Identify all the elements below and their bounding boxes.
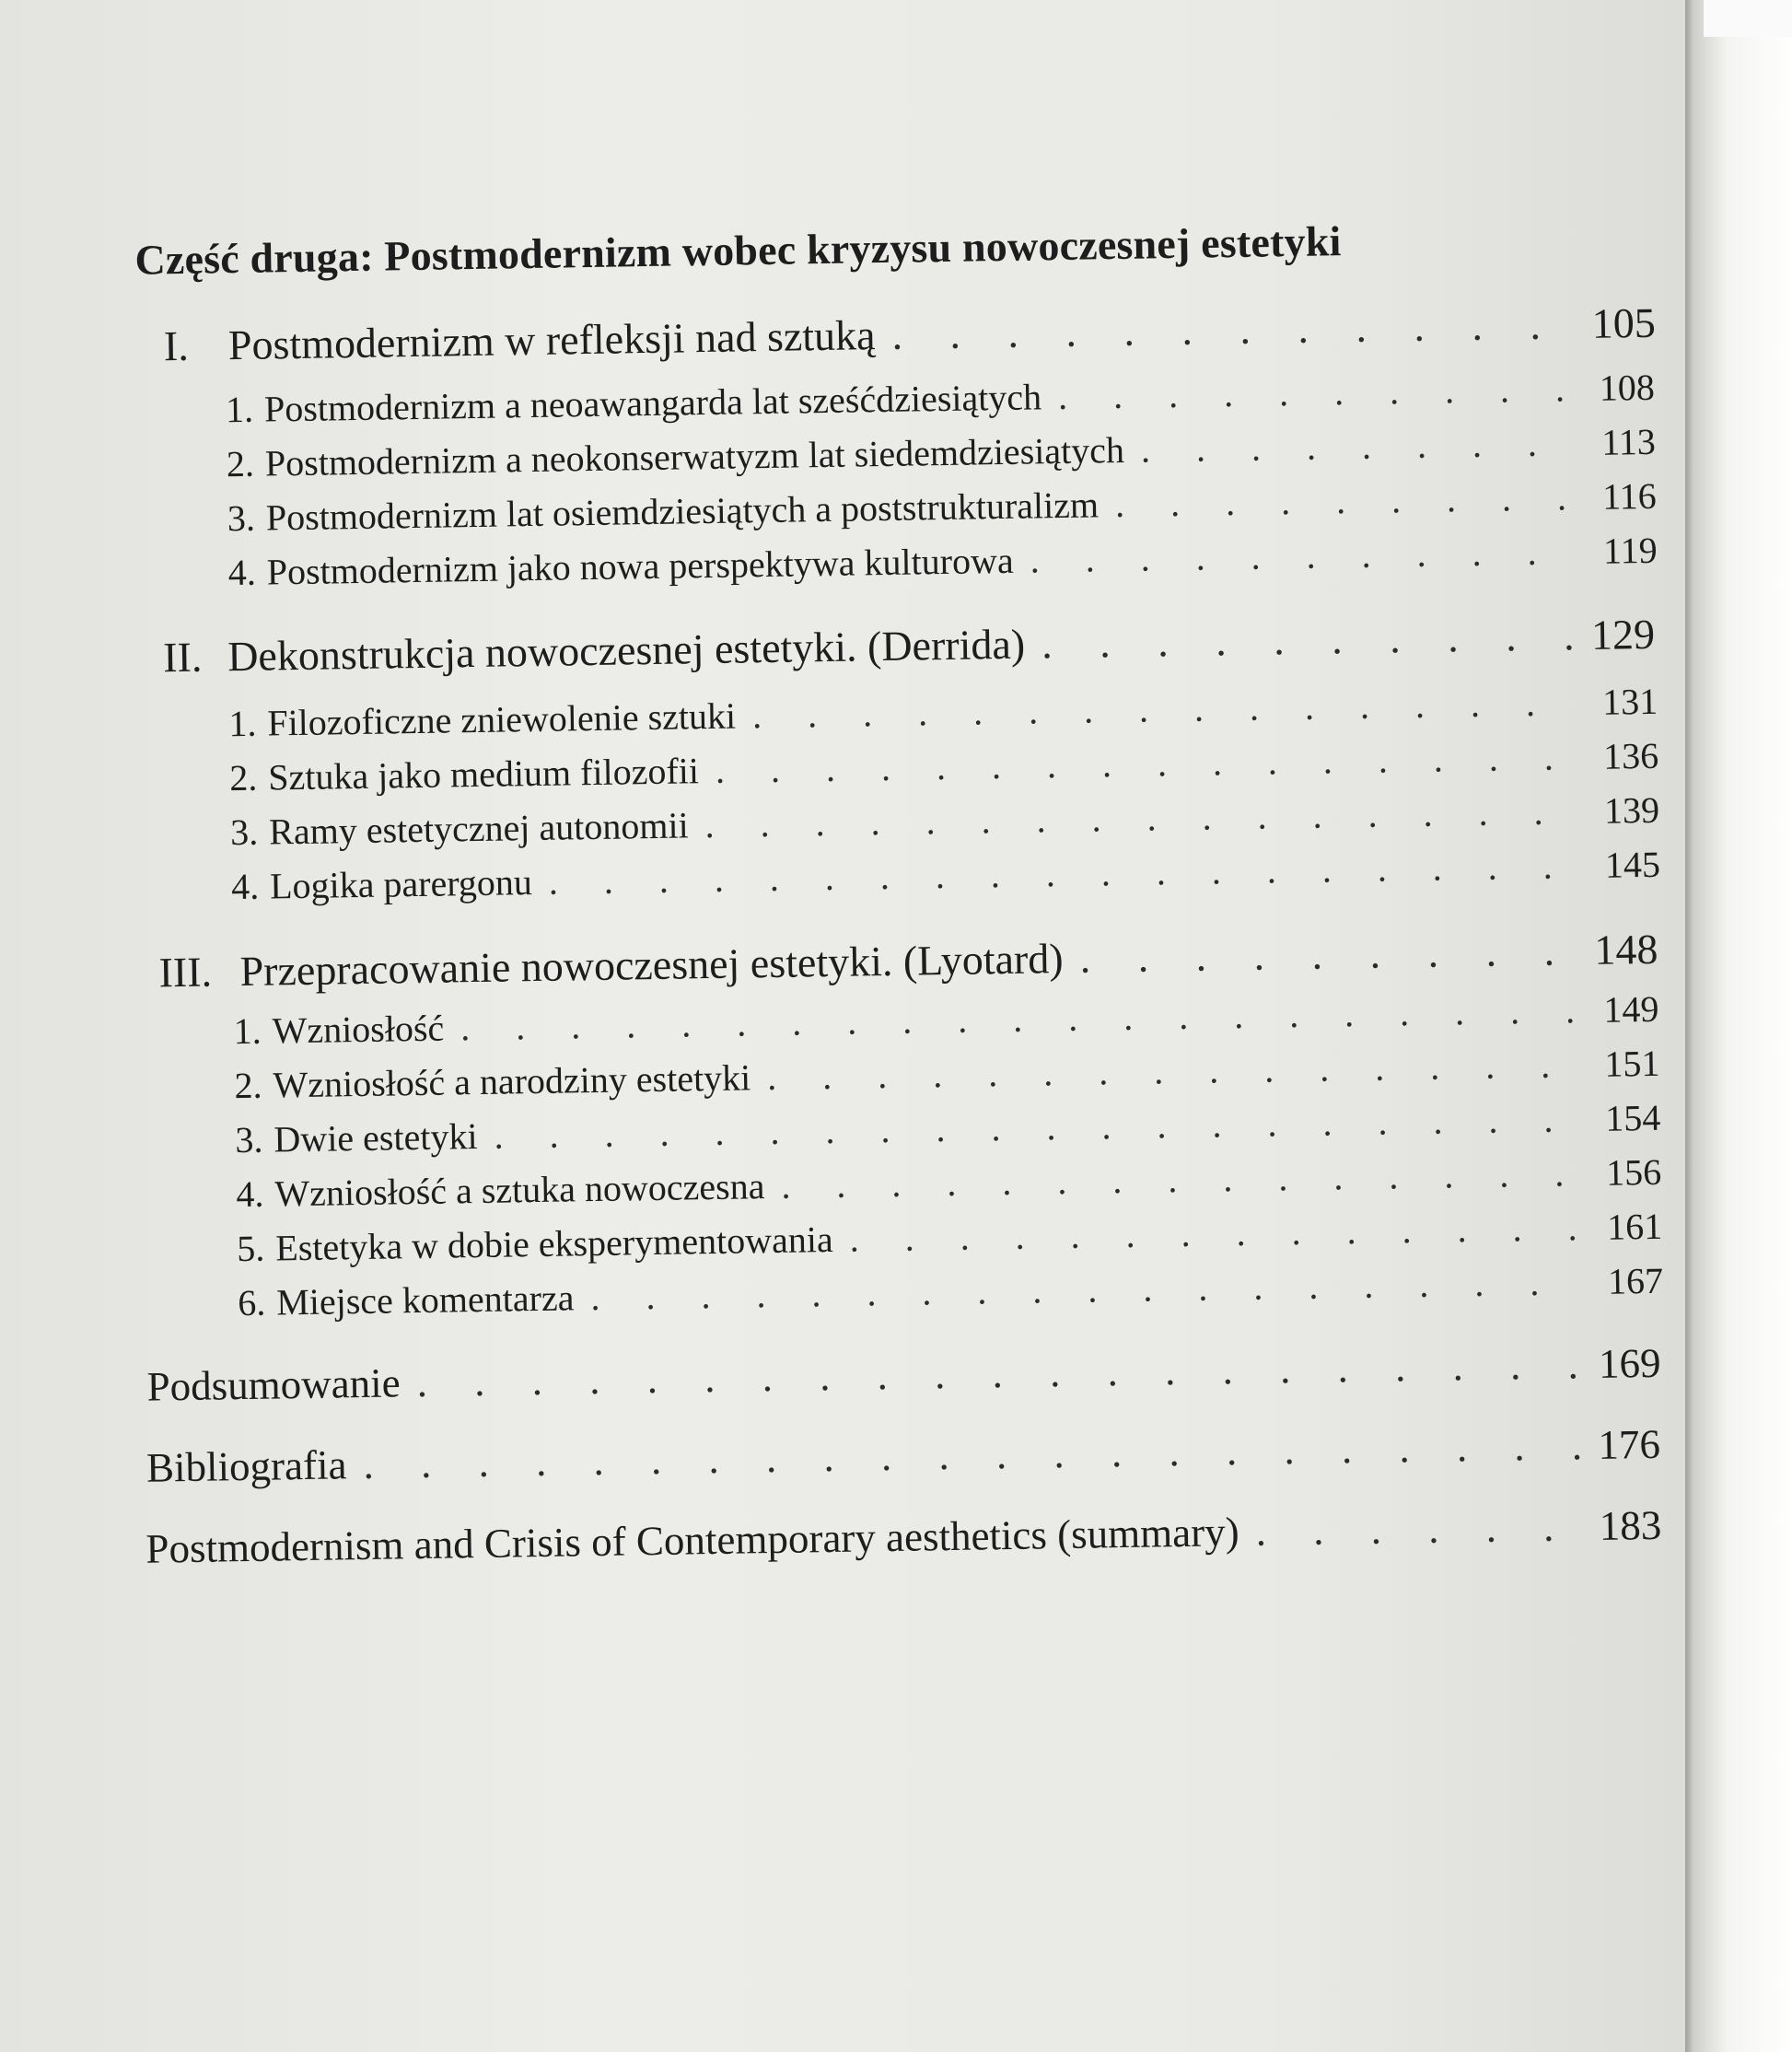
section-title: Filozoficzne zniewolenie sztuki — [267, 694, 737, 744]
back-matter-title: Postmodernism and Crisis of Contemporary aesthetics (summary) — [145, 1509, 1240, 1572]
toc-section — [236, 1150, 1662, 1216]
toc-section — [227, 474, 1657, 540]
dot-leader — [1255, 1502, 1584, 1556]
dot-leader — [1079, 926, 1581, 983]
section-number: 1. — [233, 1009, 262, 1053]
dot-leader — [548, 844, 1583, 904]
dot-leader — [363, 1421, 1583, 1488]
page-number: 161 — [1606, 1205, 1663, 1248]
section-number: 2. — [228, 756, 258, 799]
section-title: Logika parergonu — [269, 861, 533, 907]
page-number: 169 — [1598, 1339, 1661, 1387]
part-title: Część druga: Postmodernizm wobec kryzysu nowoczesnej estetyki — [134, 217, 1342, 284]
page-number: 183 — [1599, 1501, 1662, 1549]
page-number: 151 — [1604, 1042, 1660, 1085]
section-title: Wzniosłość — [272, 1007, 445, 1052]
page-number: 139 — [1603, 788, 1660, 832]
section-number: 1. — [225, 388, 254, 431]
toc-section — [231, 843, 1661, 908]
section-number: 3. — [229, 810, 259, 854]
section-number: 5. — [236, 1227, 265, 1270]
section-number: 1. — [228, 702, 257, 745]
page-number: 156 — [1605, 1150, 1662, 1194]
toc-section — [229, 734, 1659, 799]
section-number: 2. — [234, 1064, 262, 1107]
page-number: 149 — [1603, 987, 1659, 1031]
section-number: 3. — [227, 496, 256, 540]
chapter-title: Postmodernizm w refleksji nad sztuką — [227, 311, 876, 369]
chapter-number: III. — [158, 948, 213, 997]
page-number: 176 — [1597, 1420, 1661, 1468]
toc-chapter-3 — [158, 925, 1658, 997]
dot-leader — [781, 1151, 1585, 1207]
page-number: 113 — [1600, 420, 1657, 463]
toc-section — [238, 1259, 1664, 1324]
section-number: 4. — [227, 551, 257, 594]
page-number: 105 — [1591, 298, 1657, 347]
dot-leader — [1141, 421, 1579, 471]
section-number: 4. — [230, 865, 260, 908]
page-number: 129 — [1590, 610, 1656, 659]
page-number: 148 — [1594, 925, 1658, 974]
section-title: Dwie estetyki — [273, 1115, 478, 1160]
page-number: 116 — [1601, 474, 1658, 518]
page-number: 136 — [1602, 734, 1659, 777]
chapter-number: I. — [163, 321, 190, 370]
back-matter-title: Podsumowanie — [146, 1359, 401, 1410]
section-title: Wzniosłość a narodziny estetyki — [273, 1056, 751, 1106]
section-title: Postmodernizm jako nowa perspektywa kulturowa — [266, 539, 1014, 593]
toc-section — [226, 366, 1656, 431]
toc-back-matter — [145, 1501, 1662, 1573]
section-number: 3. — [235, 1118, 263, 1161]
toc-section — [234, 1042, 1660, 1107]
next-page-edge — [1685, 0, 1792, 2052]
toc-back-matter — [146, 1420, 1661, 1492]
section-title: Postmodernizm a neokonserwatyzm lat siedemdziesiątych — [264, 428, 1125, 484]
section-title: Ramy estetycznej autonomii — [268, 804, 689, 853]
section-number: 6. — [237, 1281, 266, 1324]
page-number: 131 — [1601, 680, 1658, 723]
page-number: 108 — [1599, 366, 1656, 409]
background-sliver — [1704, 0, 1792, 37]
section-title: Miejsce komentarza — [275, 1277, 575, 1323]
toc-chapter-1 — [164, 298, 1657, 370]
dot-leader — [716, 735, 1582, 792]
dot-leader — [416, 1340, 1584, 1406]
section-title: Sztuka jako medium filozofii — [267, 750, 700, 799]
dot-leader — [891, 299, 1578, 359]
dot-leader — [494, 1097, 1584, 1158]
page-number: 154 — [1604, 1096, 1661, 1139]
dot-leader — [460, 988, 1582, 1049]
dot-leader — [849, 1206, 1585, 1261]
section-title: Postmodernizm a neoawangarda lat sześćdziesiątych — [263, 376, 1042, 430]
toc-section — [233, 987, 1659, 1053]
dot-leader — [1115, 475, 1579, 526]
toc-back-matter — [146, 1339, 1661, 1411]
dot-leader — [590, 1260, 1586, 1319]
back-matter-title: Bibliografia — [145, 1441, 347, 1491]
chapter-title: Przepracowanie nowoczesnej estetyki. (Lyotard) — [239, 934, 1064, 996]
toc-chapter-2 — [163, 610, 1656, 682]
section-title: Postmodernizm lat osiemdziesiątych a poststrukturalizm — [265, 484, 1100, 539]
section-number: 4. — [236, 1172, 264, 1216]
dot-leader — [767, 1043, 1583, 1099]
toc-section — [230, 788, 1660, 854]
toc-section — [228, 680, 1658, 745]
page-number: 145 — [1604, 843, 1661, 886]
section-title: Wzniosłość a sztuka nowoczesna — [274, 1165, 765, 1215]
page-number: 167 — [1607, 1259, 1664, 1302]
dot-leader — [1058, 367, 1578, 418]
chapter-title: Dekonstrukcja nowoczesnej estetyki. (Derrida) — [227, 620, 1026, 681]
dot-leader — [752, 681, 1581, 737]
section-number: 2. — [226, 442, 255, 485]
toc-section — [235, 1096, 1661, 1161]
dot-leader — [704, 789, 1582, 846]
dot-leader — [1030, 530, 1580, 581]
toc-section — [237, 1205, 1663, 1270]
toc-section — [227, 420, 1657, 485]
chapter-number: II. — [162, 633, 203, 682]
section-title: Estetyka w dobie eksperymentowania — [274, 1218, 833, 1269]
dot-leader — [1041, 611, 1578, 668]
page-number: 119 — [1602, 529, 1658, 572]
toc-section — [227, 529, 1658, 594]
